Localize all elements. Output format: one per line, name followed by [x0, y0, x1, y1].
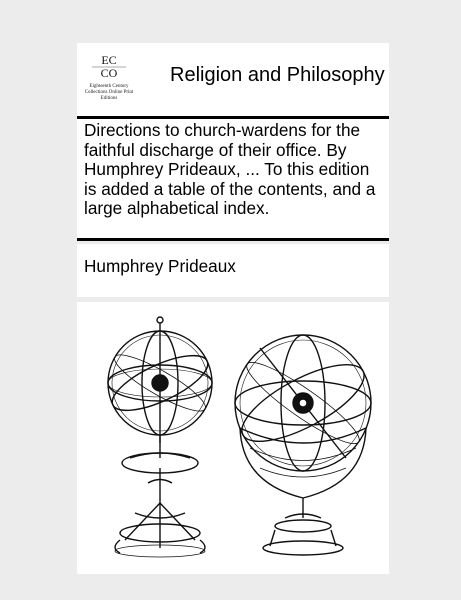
- armillary-spheres-icon: [90, 308, 386, 570]
- publisher-logo: [82, 48, 136, 110]
- logo-caption: Eighteenth Century Collections Online Print Editions: [84, 84, 134, 101]
- svg-text:EC: EC: [101, 53, 117, 67]
- book-author: Humphrey Prideaux: [84, 256, 236, 276]
- book-title: Directions to church-wardens for the faithful discharge of their office. By Humphrey Prideaux, ... To this edition is added a table of the contents, and a large alphabetical index.: [84, 120, 376, 218]
- svg-text:CO: CO: [100, 66, 118, 80]
- left-armillary-sphere-icon: [105, 317, 214, 557]
- right-armillary-sphere-icon: [232, 335, 375, 555]
- divider-bottom: [77, 238, 389, 241]
- ecco-logo-mark: [86, 51, 132, 83]
- category-label: Religion and Philosophy: [170, 64, 385, 86]
